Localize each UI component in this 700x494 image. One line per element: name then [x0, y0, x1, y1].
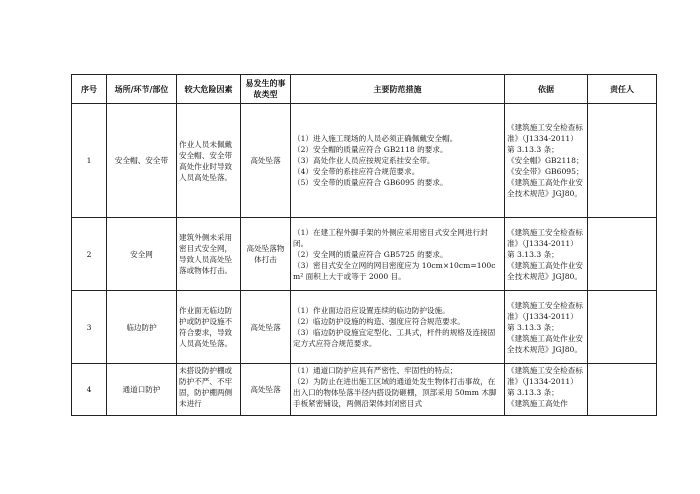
row-person [588, 104, 657, 218]
row-basis [505, 364, 588, 416]
measure-item: （4）安全带的系挂应符合规范要求。 [293, 167, 420, 176]
risk-table [71, 74, 657, 416]
row-no: 3 [72, 291, 107, 364]
basis-item: 《安全带》GB6095； [507, 167, 584, 176]
row-place: 临边防护 [107, 291, 177, 364]
row-basis [505, 218, 588, 291]
header-place: 场所/环节/部位 [107, 75, 177, 104]
basis-item: 《建筑施工高处作业安全技术规范》JGJ80。 [507, 178, 583, 198]
row-hazard: 作业人员未佩戴安全帽、安全带高处作业时导致人员高处坠落。 [177, 104, 241, 218]
basis-item: 《建筑施工安全检查标准》（J1334-2011）第 3.13.3 条； [507, 300, 583, 332]
row-person [588, 364, 657, 416]
row-accident-type: 高处坠落 [241, 291, 291, 364]
basis-item: 《建筑施工安全检查标准》（J1334-2011）第 3.13.3 条； [507, 227, 583, 259]
row-measures [291, 364, 505, 416]
row-place: 安全帽、安全带 [107, 104, 177, 218]
row-accident-type: 高处坠落 [241, 104, 291, 218]
table-row [72, 364, 657, 416]
measure-item: （2）安全帽的质量应符合 GB2118 的要求。 [293, 145, 448, 154]
measure-item: （2）安全网的质量应符合 GB5725 的要求。 [293, 249, 448, 259]
row-accident-type: 高处坠落物体打击 [241, 218, 291, 291]
basis-item: 《安全帽》GB2118； [507, 156, 584, 165]
row-no: 4 [72, 364, 107, 416]
basis-item: 《建筑施工高处作 [507, 399, 568, 408]
measure-item: （1）通道口防护应具有严密性、牢固性的特点； [293, 366, 458, 375]
measure-item: （1）在建工程外脚手架的外侧应采用密目式安全网进行封闭。 [293, 227, 488, 248]
measure-item: （5）安全带的质量应符合 GB6095 的要求。 [293, 178, 448, 187]
header-no: 序号 [72, 75, 107, 104]
row-basis [505, 291, 588, 364]
measure-item: （1）作业面边沿应设置连续的临边防护设施。 [293, 306, 450, 315]
header-hazard: 较大危险因素 [177, 75, 241, 104]
basis-item: 《建筑施工高处作业安全技术规范》JGJ80。 [507, 333, 583, 354]
row-place: 通道口防护 [107, 364, 177, 416]
row-basis [505, 104, 588, 218]
header-accident-type: 易发生的事故类型 [241, 75, 291, 104]
row-measures-text [293, 365, 502, 414]
row-person [588, 218, 657, 291]
measure-item: （1）进入施工现场的人员必须正确佩戴安全帽。 [293, 134, 458, 143]
basis-item: 《建筑施工安全检查标准》（J1334-2011）第 3.13.3 条； [507, 123, 583, 154]
row-measures [291, 104, 505, 218]
header-person: 责任人 [588, 75, 657, 104]
measure-item: （2）为防止在进出施工区域的通道处发生物体打击事故，在出入口的物体坠落半径内搭设防砸棚，顶部采用 50mm 木脚手板紧密铺设，两侧沿架体封闭密目式 [293, 377, 497, 408]
measure-item: （2）临边防护设施的构造、强度应符合规范要求。 [293, 317, 465, 326]
row-measures [291, 218, 505, 291]
table-header-row [72, 75, 657, 104]
table-row [72, 104, 657, 218]
row-measures [291, 291, 505, 364]
basis-item: 《建筑施工高处作业安全技术规范》JGJ80。 [507, 260, 583, 281]
measure-item: （3）密目式安全立网的网目密度应为 10cm×10cm=100cm² 面积上大于或等于 2000 目。 [293, 260, 496, 281]
row-place: 安全网 [107, 218, 177, 291]
row-hazard-text: 未搭设防护棚或防护不严、不牢固，防护棚两侧未进行 [179, 366, 233, 408]
row-hazard: 建筑外侧未采用密目式安全网，导致人员高处坠落或物体打击。 [177, 218, 241, 291]
row-no: 1 [72, 104, 107, 218]
row-accident-type: 高处坠落 [241, 364, 291, 416]
table-row [72, 291, 657, 364]
header-measures: 主要防范措施 [291, 75, 505, 104]
row-hazard: 作业面无临边防护或防护设施不符合要求，导致人员高处坠落。 [177, 291, 241, 364]
table-row [72, 218, 657, 291]
basis-item: 《建筑施工安全检查标准》（J1334-2011）第 3.13.3 条； [507, 366, 583, 397]
row-no: 2 [72, 218, 107, 291]
row-person [588, 291, 657, 364]
header-basis: 依据 [505, 75, 588, 104]
row-basis-text [507, 365, 585, 414]
measure-item: （3）临边防护设施宜定型化、工具式，杆件的规格及连接固定方式应符合规范要求。 [293, 328, 496, 348]
row-hazard [177, 364, 241, 416]
measure-item: （3）高处作业人员应按规定系挂安全带。 [293, 156, 435, 165]
